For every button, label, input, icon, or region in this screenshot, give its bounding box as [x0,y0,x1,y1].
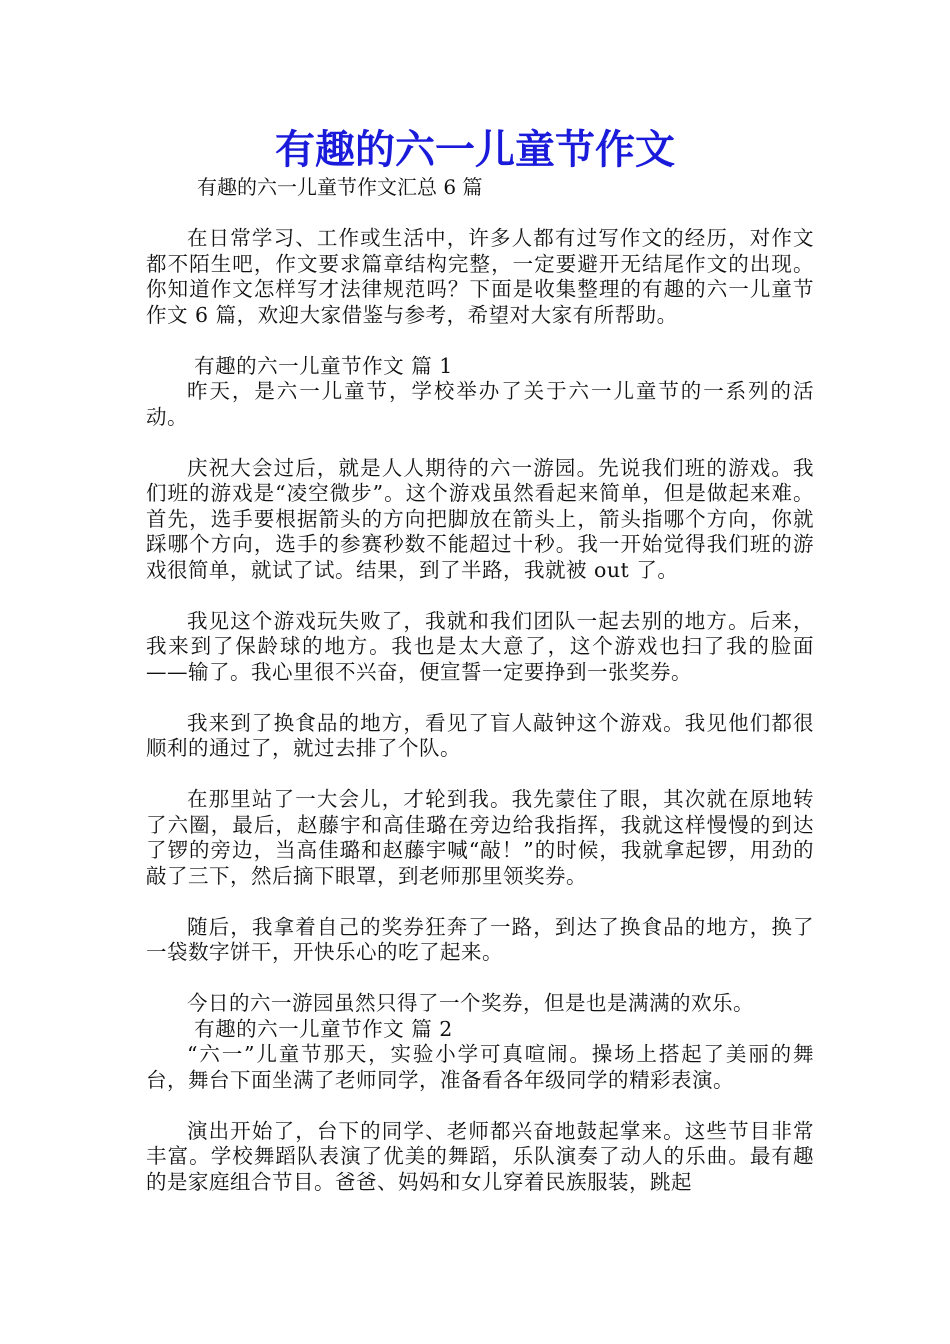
document-body [146,226,814,1195]
body-paragraph: 庆祝大会过后，就是人人期待的六一游园。先说我们班的游戏。我们班的游戏是“凌空微步”。这个游戏虽然看起来简单，但是做起来难。首先，选手要根据箭头的方向把脚放在箭头上，箭头指哪个方向，你就踩哪个方向，选手的参赛秒数不能超过十秒。我一开始觉得我们班的游戏很简单，就试了试。结果，到了半路，我就被 out 了。 [146,455,814,582]
body-paragraph: 演出开始了，台下的同学、老师都兴奋地鼓起掌来。这些节目非常丰富。学校舞蹈队表演了优美的舞蹈，乐队演奏了动人的乐曲。最有趣的是家庭组合节目。爸爸、妈妈和女儿穿着民族服装，跳起 [146,1118,814,1194]
body-paragraph: 今日的六一游园虽然只得了一个奖券，但是也是满满的欢乐。 [187,991,754,1015]
document-title: 有趣的六一儿童节作文 [275,127,675,173]
section-heading-1: 有趣的六一儿童节作文 篇 1 [194,353,453,378]
body-paragraph: 我来到了换食品的地方，看见了盲人敲钟这个游戏。我见他们都很顺利的通过了，就过去排了个队。 [146,710,814,760]
body-paragraph: “六一”儿童节那天，实验小学可真喧闹。操场上搭起了美丽的舞台，舞台下面坐满了老师同学，准备看各年级同学的精彩表演。 [146,1042,814,1092]
body-paragraph: 随后，我拿着自己的奖券狂奔了一路，到达了换食品的地方，换了一袋数字饼干，开快乐心的吃了起来。 [146,914,814,964]
body-paragraph: 我见这个游戏玩失败了，我就和我们团队一起去别的地方。后来，我来到了保龄球的地方。我也是太大意了，这个游戏也扫了我的脸面——输了。我心里很不兴奋，便宣誓一定要挣到一张奖券。 [146,608,814,684]
body-paragraph: 昨天，是六一儿童节，学校举办了关于六一儿童节的一系列的活动。 [146,379,814,429]
body-paragraph: 在那里站了一大会儿，才轮到我。我先蒙住了眼，其次就在原地转了六圈，最后，赵藤宇和高佳璐在旁边给我指挥，我就这样慢慢的到达了锣的旁边，当高佳璐和赵藤宇喊“敲！”的时候，我就拿起锣，用劲的敲了三下，然后摘下眼罩，到老师那里领奖券。 [146,787,814,888]
intro-paragraph: 在日常学习、工作或生活中，许多人都有过写作文的经历，对作文都不陌生吧，作文要求篇章结构完整，一定要避开无结尾作文的出现。你知道作文怎样写才法律规范吗？下面是收集整理的有趣的六一儿童节作文 6 篇，欢迎大家借鉴与参考，希望对大家有所帮助。 [146,226,814,327]
section-heading-2: 有趣的六一儿童节作文 篇 2 [194,1016,453,1041]
document-subtitle: 有趣的六一儿童节作文汇总 6 篇 [197,175,483,199]
